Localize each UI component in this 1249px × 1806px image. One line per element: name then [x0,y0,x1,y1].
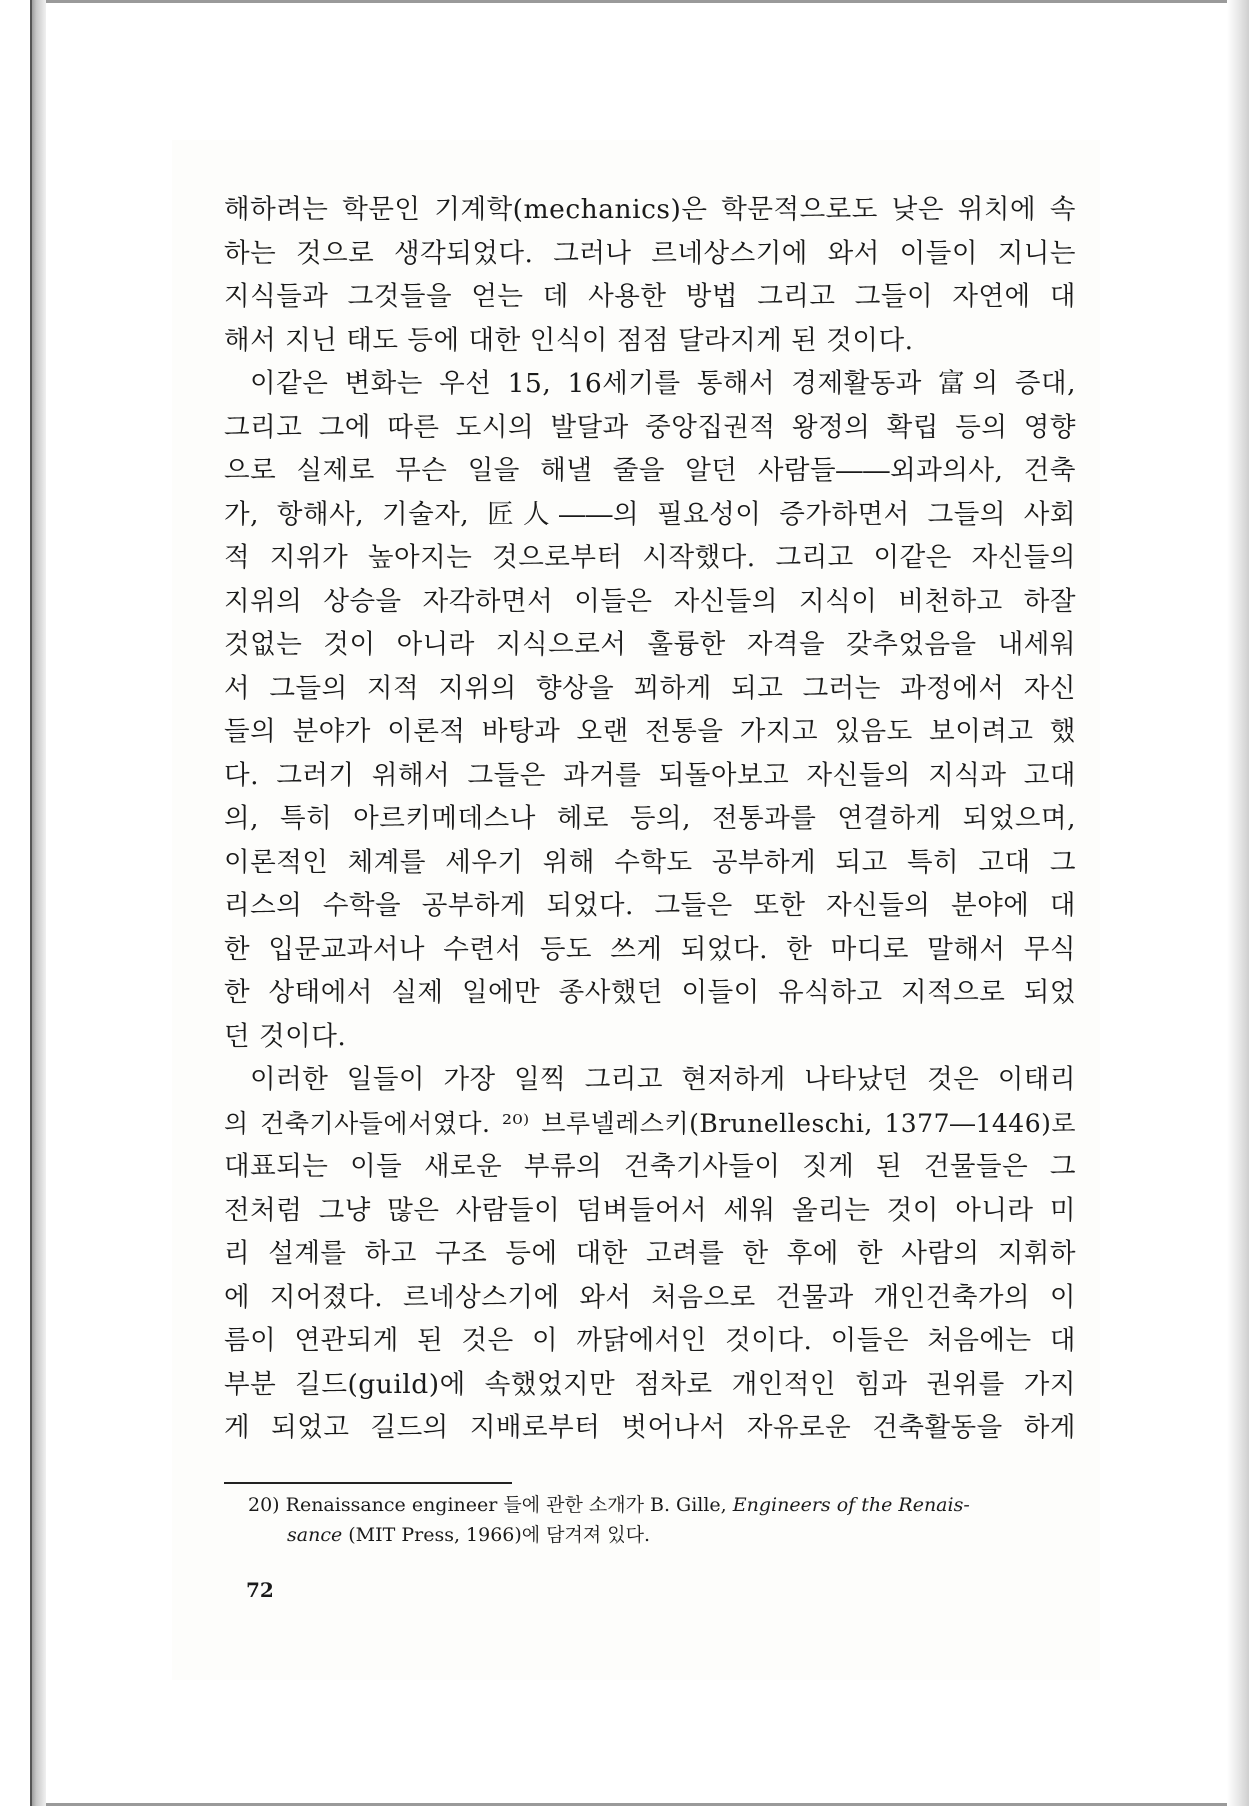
text-line: 게 되었고 길드의 지배로부터 벗어나서 자유로운 건축활동을 하게 [224,1412,1076,1443]
text-line: 의 건축기사들에서였다. ²⁰⁾ 브루넬레스키(Brunelleschi, 1377―1446)로 [224,1108,1076,1138]
text-line: 해하려는 학문인 기계학(mechanics)은 학문적으로도 낮은 위치에 속 [224,194,1076,225]
text-line: 한 입문교과서나 수련서 등도 쓰게 되었다. 한 마디로 말해서 무식 [224,933,1076,965]
text-line: 것없는 것이 아니라 지식으로서 훌륭한 자격을 갖추었음을 내세워 [224,629,1076,660]
text-line: 한 상태에서 실제 일에만 종사했던 이들이 유식하고 지적으로 되었 [224,977,1076,1008]
text-line: 가, 항해사, 기술자, 匠人――의 필요성이 증가하면서 그들의 사회 [224,498,1076,530]
text-line: 대표되는 이들 새로운 부류의 건축기사들이 짓게 된 건물들은 그 [224,1151,1076,1182]
text-line: 이같은 변화는 우선 15, 16세기를 통해서 경제활동과 富의 증대, [250,368,1076,399]
book-spine-shadow [30,0,46,1806]
text-line: 하는 것으로 생각되었다. 그러나 르네상스기에 와서 이들이 지니는 [224,237,1076,269]
text-line: 름이 연관되게 된 것은 이 까닭에서인 것이다. 이들은 처음에는 대 [224,1325,1076,1356]
text-line: 의, 특히 아르키메데스나 헤로 등의, 전통과를 연결하게 되었으며, [224,803,1076,834]
page-right-shadow [1227,0,1249,1806]
text-line: 해서 지닌 태도 등에 대한 인식이 점점 달라지게 된 것이다. [224,324,914,356]
text-line: 으로 실제로 무슨 일을 해낼 줄을 알던 사람들――외과의사, 건축 [224,455,1076,486]
text-line: 이러한 일들이 가장 일찍 그리고 현저하게 나타났던 것은 이태리 [250,1064,1076,1095]
text-line: 들의 분야가 이론적 바탕과 오랜 전통을 가지고 있음도 보이려고 했 [224,716,1076,747]
footnote-title: Engineers of the Renais- [732,1494,970,1516]
footnote-line [248,1490,1076,1520]
text-line: 서 그들의 지적 지위의 향상을 꾀하게 되고 그러는 과정에서 자신 [224,672,1076,704]
footnote-divider [224,1482,512,1484]
text-line: 부분 길드(guild)에 속했었지만 점차로 개인적인 힘과 권위를 가지 [224,1368,1076,1400]
text-line: 리스의 수학을 공부하게 되었다. 그들은 또한 자신들의 분야에 대 [224,890,1076,921]
text-line: 리 설계를 하고 구조 등에 대한 고려를 한 후에 한 사람의 지휘하 [224,1238,1076,1269]
text-line: 지위의 상승을 자각하면서 이들은 자신들의 지식이 비천하고 하잘 [224,585,1076,617]
text-line: 다. 그러기 위해서 그들은 과거를 되돌아보고 자신들의 지식과 고대 [224,759,1076,791]
footnote-text: (MIT Press, 1966)에 담겨져 있다. [348,1524,651,1546]
page-top-edge [30,0,1249,3]
book-spine-edge [30,0,32,1806]
footnote-title: sance [287,1524,343,1546]
footnote-number: 20) [248,1494,280,1516]
text-line: 적 지위가 높아지는 것으로부터 시작했다. 그리고 이같은 자신들의 [224,542,1076,573]
page-number: 72 [246,1578,274,1602]
text-line: 지식들과 그것들을 얻는 데 사용한 방법 그리고 그들이 자연에 대 [224,281,1076,312]
text-line: 이론적인 체계를 세우기 위해 수학도 공부하게 되고 특히 고대 그 [224,846,1076,878]
footnote [248,1490,1076,1550]
text-line: 에 지어졌다. 르네상스기에 와서 처음으로 건물과 개인건축가의 이 [224,1281,1076,1313]
text-line: 전처럼 그냥 많은 사람들이 덤벼들어서 세워 올리는 것이 아니라 미 [224,1194,1076,1226]
text-line: 던 것이다. [224,1020,347,1052]
footnote-line [248,1520,1076,1550]
footnote-text: Renaissance engineer 들에 관한 소개가 B. Gille, [285,1494,727,1516]
text-line: 그리고 그에 따른 도시의 발달과 중앙집권적 왕정의 확립 등의 영향 [224,411,1076,443]
body-text [224,188,1076,1450]
